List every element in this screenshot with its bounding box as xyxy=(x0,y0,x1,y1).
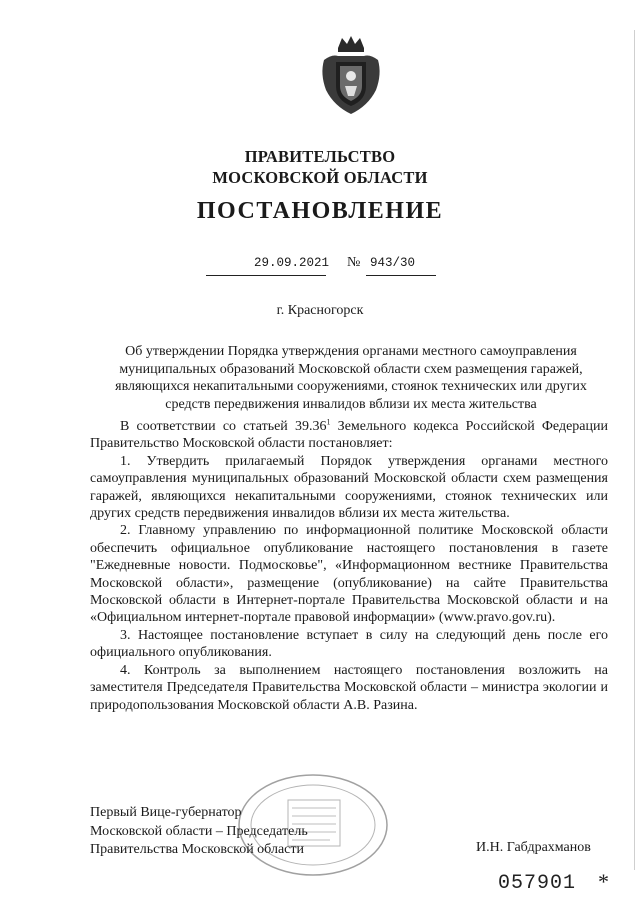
item-3: 3. Настоящее постановление вступает в силу на следующий день после его официального опубликования. xyxy=(90,627,608,661)
document-type: ПОСТАНОВЛЕНИЕ xyxy=(196,198,444,224)
signatory-title-line-2: Московской области – Председатель xyxy=(90,823,308,839)
document-number: 943/30 xyxy=(370,256,416,270)
article-superscript: 1 xyxy=(326,417,331,427)
coat-of-arms-icon xyxy=(318,34,384,116)
date-number-line xyxy=(0,256,640,276)
city: г. Красногорск xyxy=(276,303,364,318)
document-body xyxy=(90,418,608,714)
signatory-title-line-1: Первый Вице-губернатор xyxy=(90,805,242,820)
org-line-2: МОСКОВСКОЙ ОБЛАСТИ xyxy=(212,168,428,187)
document-subject: Об утверждении Порядка утверждения органами местного самоуправления муниципальных образований Московской области схем размещения гаражей, являющихся некапитальными сооружениями, стоянок технических или других средств передвижения инвалидов вблизи их места жительства xyxy=(115,344,587,412)
signatory-title xyxy=(90,804,308,860)
serial-number: 057901 xyxy=(498,872,577,895)
org-line-1: ПРАВИТЕЛЬСТВО xyxy=(244,147,396,166)
item-4: 4. Контроль за выполнением настоящего постановления возложить на заместителя Председателя Правительства Московской области – министра экологии и природопользования Московской области А.В. Разина. xyxy=(90,662,608,713)
number-sign: № xyxy=(347,255,361,270)
issuing-authority xyxy=(0,146,640,188)
asterisk-mark: * xyxy=(598,869,609,894)
number-underline xyxy=(366,275,436,276)
item-2: 2. Главному управлению по информационной политике Московской области обеспечить официальное опубликование настоящего постановления в газете "Ежедневные новости. Подмосковье", «Информационном вестнике Правительства Московской области», размещение (опубликование) на сайте Правительства Московской области в Интернет-портале Правительства Московской области и на «Официальном интернет-портале правовой информации» (www.pravo.gov.ru). xyxy=(90,523,608,626)
item-1: 1. Утвердить прилагаемый Порядок утверждения органами местного самоуправления муниципальных образований Московской области схем размещения гаражей, являющихся некапитальными сооружениями, стоянок технических или других средств передвижения инвалидов вблизи их места жительства. xyxy=(90,453,608,522)
date-underline xyxy=(206,275,326,276)
intro-paragraph: В соответствии со статьей 39.36$^1$ Земельного кодекса Российской Федерации Правительство Московской области постановляет: xyxy=(90,417,608,452)
scan-edge-line xyxy=(634,30,635,870)
signatory-title-line-3: Правительства Московской области xyxy=(90,842,304,857)
document-date: 29.09.2021 xyxy=(254,256,330,270)
signatory-name: И.Н. Габдрахманов xyxy=(476,840,591,855)
